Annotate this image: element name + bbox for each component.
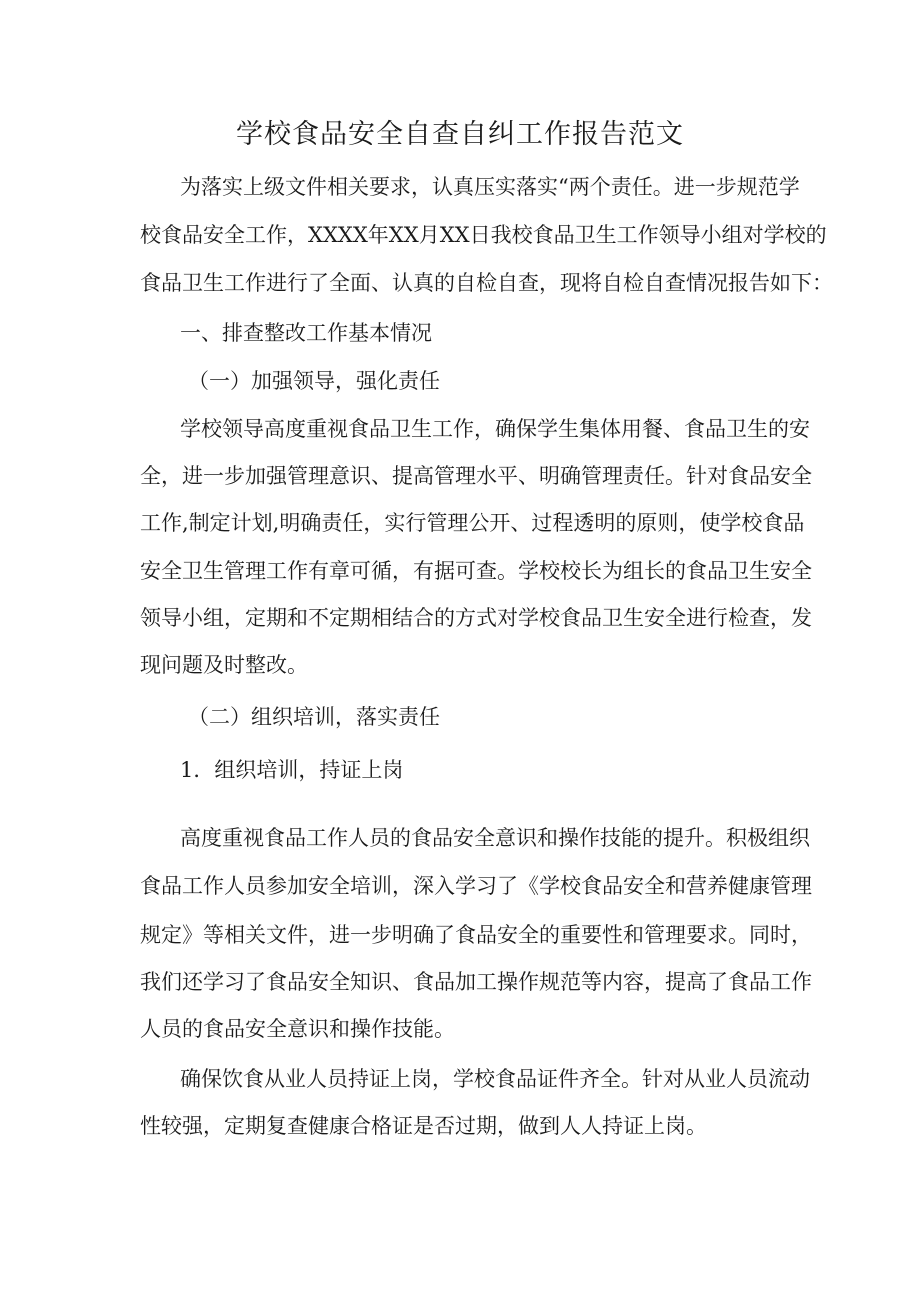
paragraph-line: 我们还学习了食品安全知识、食品加工操作规范等内容，提高了食品工作 xyxy=(140,970,812,994)
paragraph-line: 安全卫生管理工作有章可循，有据可查。学校校长为组长的食品卫生安全 xyxy=(140,559,812,583)
paragraph-line: 食品卫生工作进行了全面、认真的自检自查，现将自检自查情况报告如下： xyxy=(140,271,833,295)
paragraph-line: 全，进一步加强管理意识、提高管理水平、明确管理责任。针对食品安全 xyxy=(140,464,812,488)
subsection-heading: （二）组织培训，落实责任 xyxy=(188,705,440,729)
paragraph-line: 现问题及时整改。 xyxy=(140,653,308,677)
paragraph-line: 食品工作人员参加安全培训，深入学习了《学校食品安全和营养健康管理 xyxy=(140,874,812,898)
paragraph-line: 性较强，定期复查健康合格证是否过期，做到人人持证上岗。 xyxy=(140,1114,707,1138)
paragraph-line: 学校领导高度重视食品卫生工作，确保学生集体用餐、食品卫生的安 xyxy=(180,417,810,441)
paragraph-line: 校食品安全工作，XXXX年XX月XX日我校食品卫生工作领导小组对学校的 xyxy=(140,223,827,247)
paragraph-line: 为落实上级文件相关要求，认真压实落实“两个责任。进一步规范学 xyxy=(180,175,800,199)
subsection-heading: （一）加强领导，强化责任 xyxy=(188,369,440,393)
paragraph-line: 确保饮食从业人员持证上岗，学校食品证件齐全。针对从业人员流动 xyxy=(180,1067,810,1091)
paragraph-line: 人员的食品安全意识和操作技能。 xyxy=(140,1017,455,1041)
paragraph-line: 规定》等相关文件，进一步明确了食品安全的重要性和管理要求。同时， xyxy=(140,923,812,947)
paragraph-line: 工作,制定计划,明确责任，实行管理公开、过程透明的原则，使学校食品 xyxy=(140,511,805,535)
document-title: 学校食品安全自查自纠工作报告范文 xyxy=(236,119,684,150)
item-heading: 1．组织培训，持证上岗 xyxy=(180,758,404,782)
section-heading: 一、排查整改工作基本情况 xyxy=(180,321,432,345)
paragraph-line: 高度重视食品工作人员的食品安全意识和操作技能的提升。积极组织 xyxy=(180,826,810,850)
paragraph-line: 领导小组，定期和不定期相结合的方式对学校食品卫生安全进行检查，发 xyxy=(140,606,812,630)
